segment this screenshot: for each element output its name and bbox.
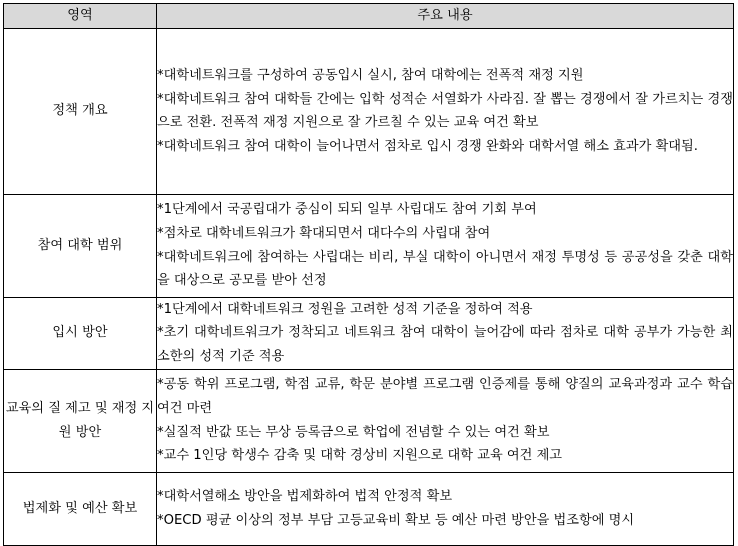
content-item: *대학서열해소 방안을 법제화하여 법적 안정적 확보 bbox=[157, 489, 453, 504]
content-cell bbox=[157, 194, 734, 297]
content-item: *대학네트워크를 구성하여 공동입시 실시, 참여 대학에는 전폭적 재정 지원 bbox=[157, 67, 584, 83]
content-cell bbox=[157, 297, 734, 369]
area-cell: 참여 대학 범위 bbox=[4, 194, 157, 297]
policy-table bbox=[3, 3, 734, 546]
content-cell bbox=[157, 472, 734, 545]
table-row bbox=[4, 369, 734, 472]
content-item: *1단계에서 국공립대가 중심이 되되 일부 사립대도 참여 기회 부여 bbox=[157, 202, 537, 218]
table-row bbox=[4, 297, 734, 369]
content-item: *공동 학위 프로그램, 학점 교류, 학문 분야별 프로그램 인증제를 통해 양질의 교육과정과 교수 학습 여건 마련 bbox=[157, 377, 733, 416]
area-cell: 교육의 질 제고 및 재정 지원 방안 bbox=[4, 369, 157, 472]
content-item: *OECD 평균 이상의 정부 부담 고등교육비 확보 등 예산 마련 방안을 법조항에 명시 bbox=[157, 512, 635, 528]
content-cell bbox=[157, 369, 734, 472]
content-item: *대학네트워크에 참여하는 사립대는 비리, 부실 대학이 아니면서 재정 투명성 등 공공성을 갖춘 대학을 대상으로 공모를 받아 선정 bbox=[157, 249, 733, 289]
area-cell: 법제화 및 예산 확보 bbox=[4, 472, 157, 545]
area-cell: 입시 방안 bbox=[4, 297, 157, 369]
table-row bbox=[4, 472, 734, 545]
header-row bbox=[4, 4, 734, 29]
content-cell bbox=[157, 28, 734, 194]
content-item: *실질적 반값 또는 무상 등록금으로 학업에 전념할 수 있는 여건 확보 bbox=[157, 424, 550, 440]
header-area: 영역 bbox=[4, 4, 157, 29]
area-cell: 정책 개요 bbox=[4, 28, 157, 194]
content-item: *초기 대학네트워크가 정착되고 네트워크 참여 대학이 늘어감에 따라 점차로 대학 공부가 가능한 최소한의 성적 기준 적용 bbox=[157, 325, 733, 364]
table-row bbox=[4, 194, 734, 297]
content-item: *1단계에서 대학네트워크 정원을 고려한 성적 기준을 정하여 적용 bbox=[157, 301, 533, 317]
content-item: *점차로 대학네트워크가 확대되면서 대다수의 사립대 참여 bbox=[157, 226, 491, 241]
content-item: *대학네트워크 참여 대학들 간에는 입학 성적순 서열화가 사라짐. 잘 뽑는 경쟁에서 잘 가르치는 경쟁으로 전환. 전폭적 재정 지원으로 잘 가르칠 수 있는 교육 여건 확보 bbox=[157, 91, 733, 131]
content-item: *대학네트워크 참여 대학이 늘어나면서 점차로 입시 경쟁 완화와 대학서열 해소 효과가 확대됨. bbox=[157, 138, 698, 154]
header-content: 주요 내용 bbox=[157, 4, 734, 29]
content-item: *교수 1인당 학생수 감축 및 대학 경상비 지원으로 대학 교육 여건 제고 bbox=[157, 448, 563, 464]
table-row bbox=[4, 28, 734, 194]
